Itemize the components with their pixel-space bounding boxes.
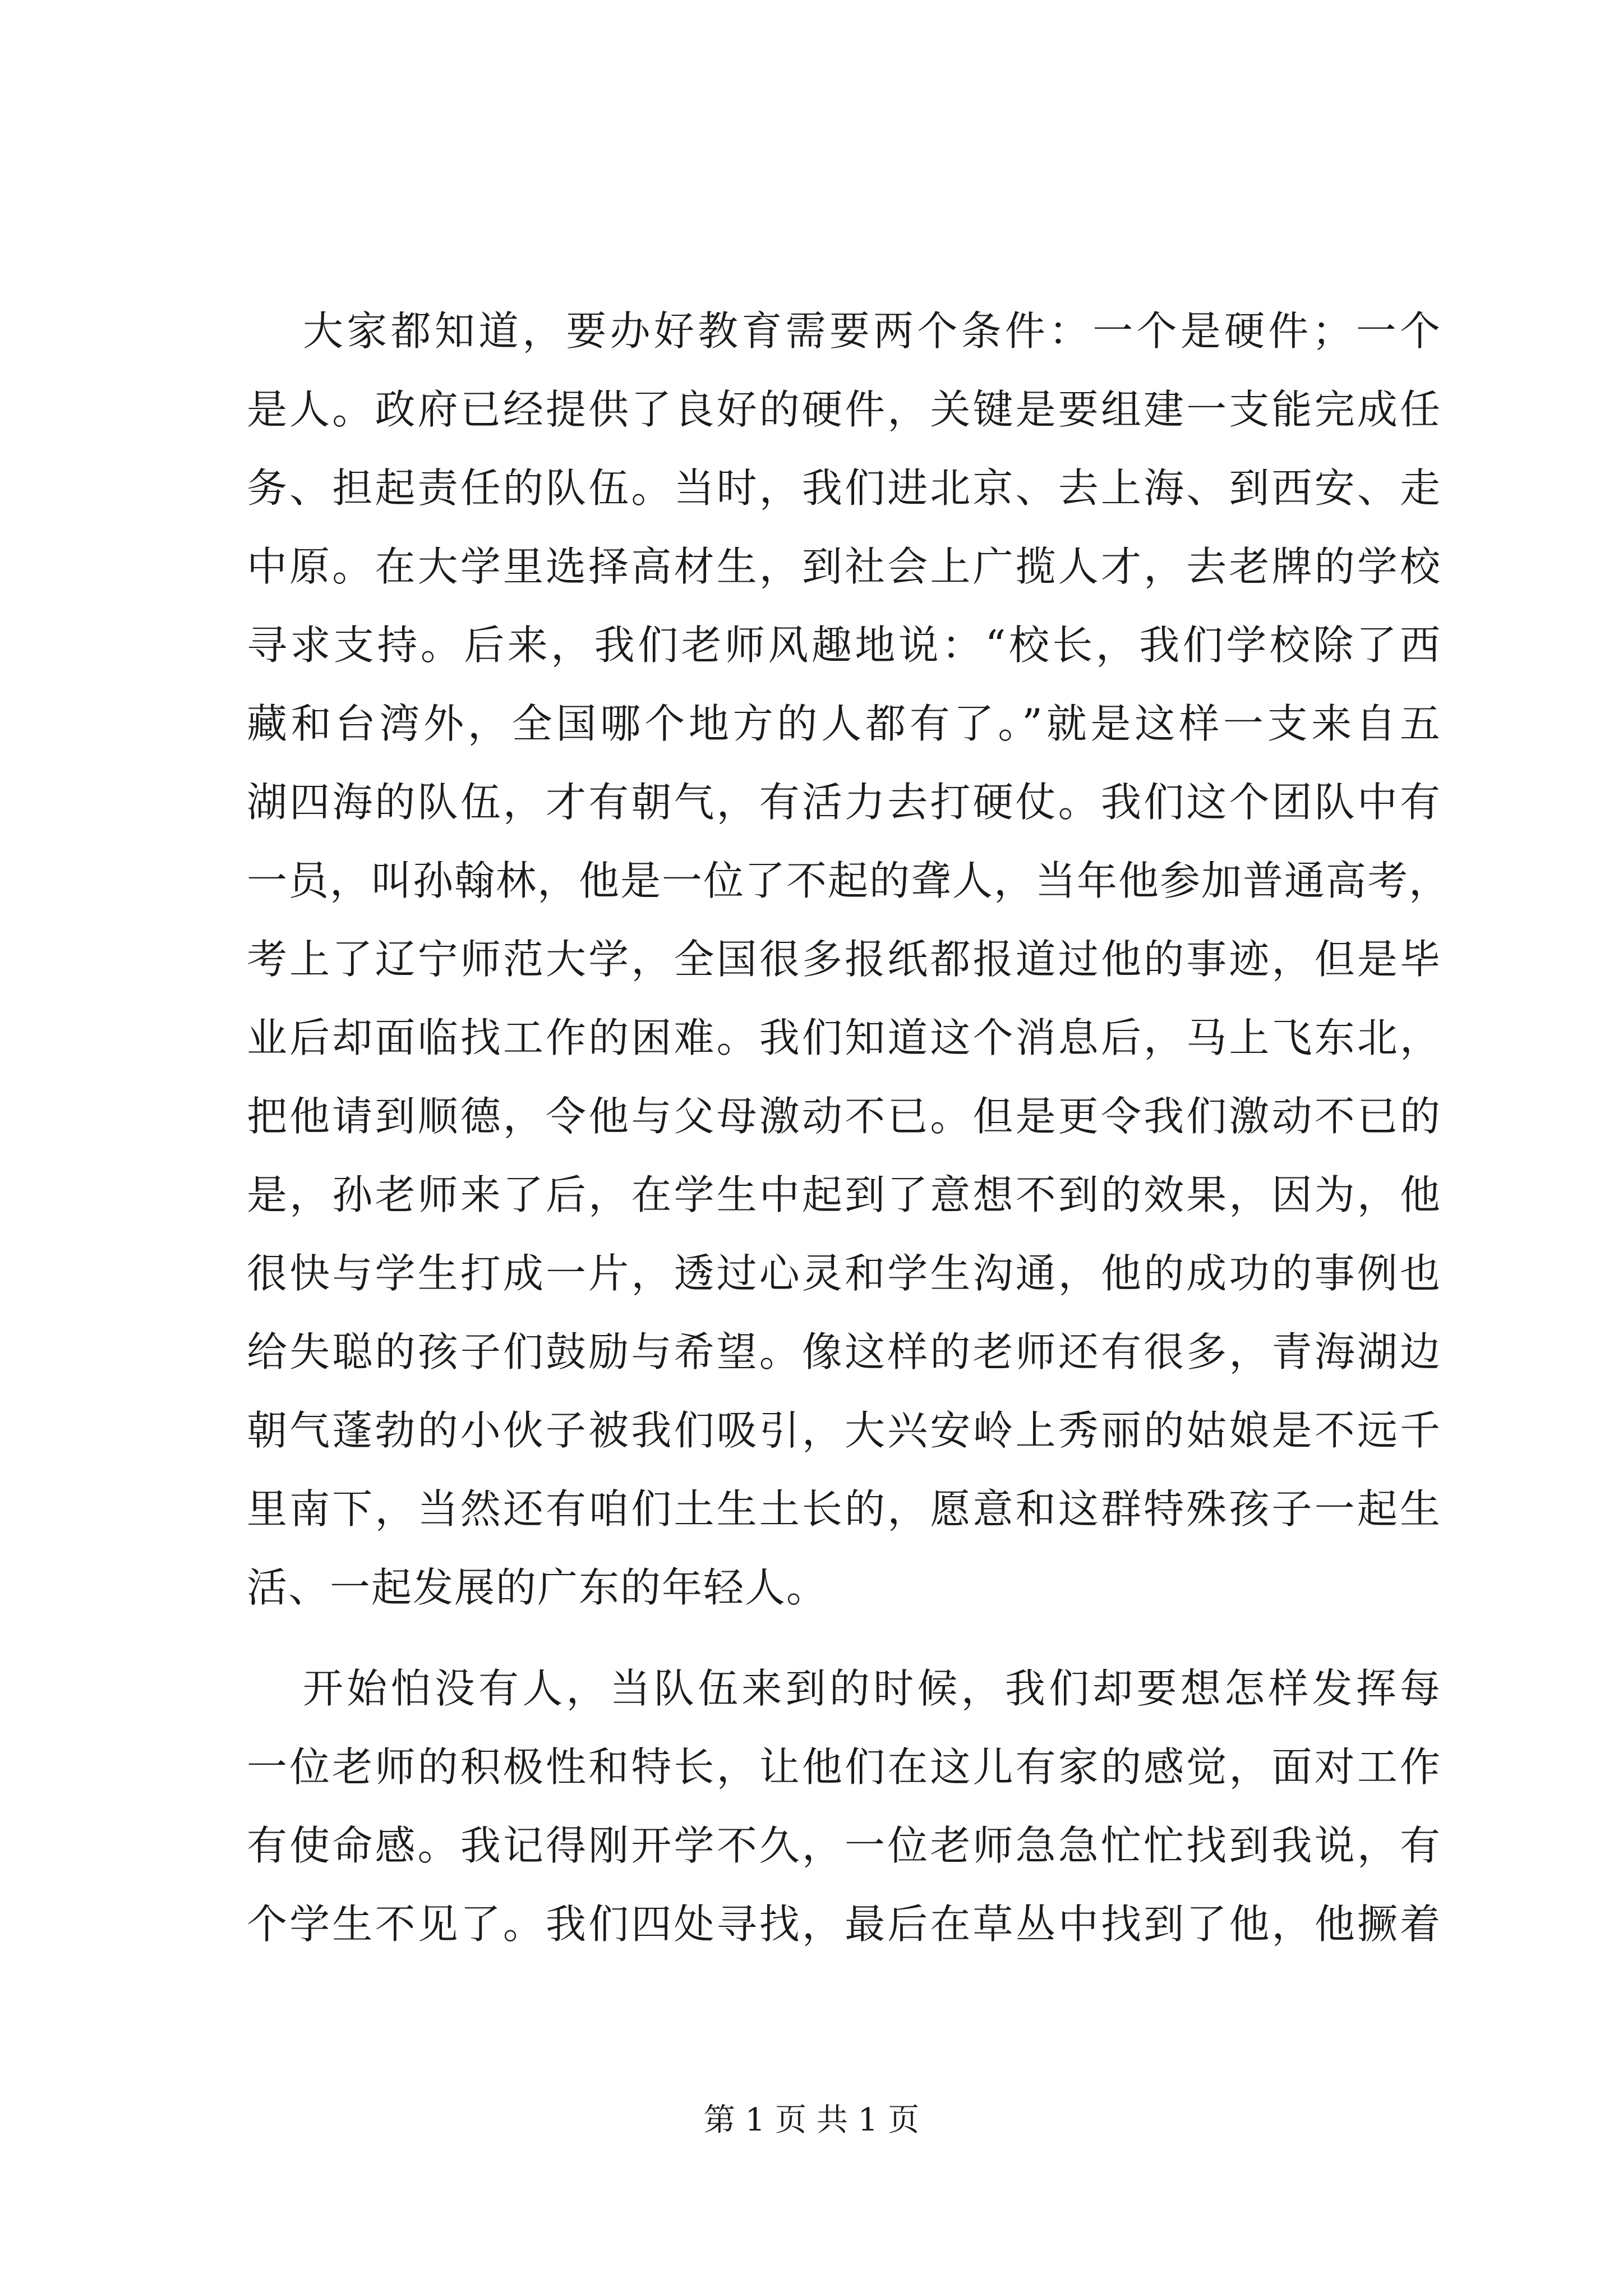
paragraph-1-line-14: 给失聪的孩子们鼓励与希望。像这样的老师还有很多，青海湖边 [247, 1328, 1441, 1375]
paragraph-1-line-7: 湖四海的队伍，才有朝气，有活力去打硬仗。我们这个团队中有 [247, 779, 1441, 826]
paragraph-1-line-12: 是，孙老师来了后，在学生中起到了意想不到的效果，因为，他 [247, 1171, 1441, 1218]
paragraph-1-line-10: 业后却面临找工作的困难。我们知道这个消息后，马上飞东北， [247, 1014, 1441, 1061]
paragraph-1-line-9: 考上了辽宁师范大学，全国很多报纸都报道过他的事迹，但是毕 [247, 936, 1441, 983]
page-footer: 第 1 页 共 1 页 [703, 2102, 920, 2138]
paragraph-1-line-3: 务、担起责任的队伍。当时，我们进北京、去上海、到西安、走 [247, 464, 1441, 512]
paragraph-1-line-8: 一员，叫孙翰林，他是一位了不起的聋人，当年他参加普通高考， [247, 857, 1451, 904]
paragraph-1-line-4: 中原。在大学里选择高材生，到社会上广揽人才，去老牌的学校 [247, 543, 1441, 590]
paragraph-1-line-11: 把他请到顺德，令他与父母激动不已。但是更令我们激动不已的 [247, 1093, 1441, 1140]
paragraph-2-line-4: 个学生不见了。我们四处寻找，最后在草丛中找到了他，他撅着 [247, 1901, 1441, 1948]
paragraph-1-line-16: 里南下，当然还有咱们土生土长的，愿意和这群特殊孩子一起生 [247, 1485, 1441, 1533]
paragraph-1-line-2: 是人。政府已经提供了良好的硬件，关键是要组建一支能完成任 [247, 386, 1441, 433]
paragraph-2-line-3: 有使命感。我记得刚开学不久，一位老师急急忙忙找到我说，有 [247, 1822, 1441, 1869]
paragraph-1-line-15: 朝气蓬勃的小伙子被我们吸引，大兴安岭上秀丽的姑娘是不远千 [247, 1407, 1441, 1454]
paragraph-1-line-17: 活、一起发展的广东的年轻人。 [247, 1564, 828, 1611]
paragraph-1-line-5: 寻求支持。后来，我们老师风趣地说：“校长，我们学校除了西 [247, 622, 1441, 669]
paragraph-1-line-6: 藏和台湾外，全国哪个地方的人都有了。”就是这样一支来自五 [247, 700, 1441, 747]
paragraph-2-line-1: 开始怕没有人，当队伍来到的时候，我们却要想怎样发挥每 [303, 1665, 1441, 1712]
paragraph-1-line-13: 很快与学生打成一片，透过心灵和学生沟通，他的成功的事例也 [247, 1250, 1441, 1297]
paragraph-2-line-2: 一位老师的积极性和特长，让他们在这儿有家的感觉，面对工作 [247, 1743, 1441, 1791]
paragraph-1-line-1: 大家都知道，要办好教育需要两个条件：一个是硬件；一个 [303, 307, 1441, 355]
